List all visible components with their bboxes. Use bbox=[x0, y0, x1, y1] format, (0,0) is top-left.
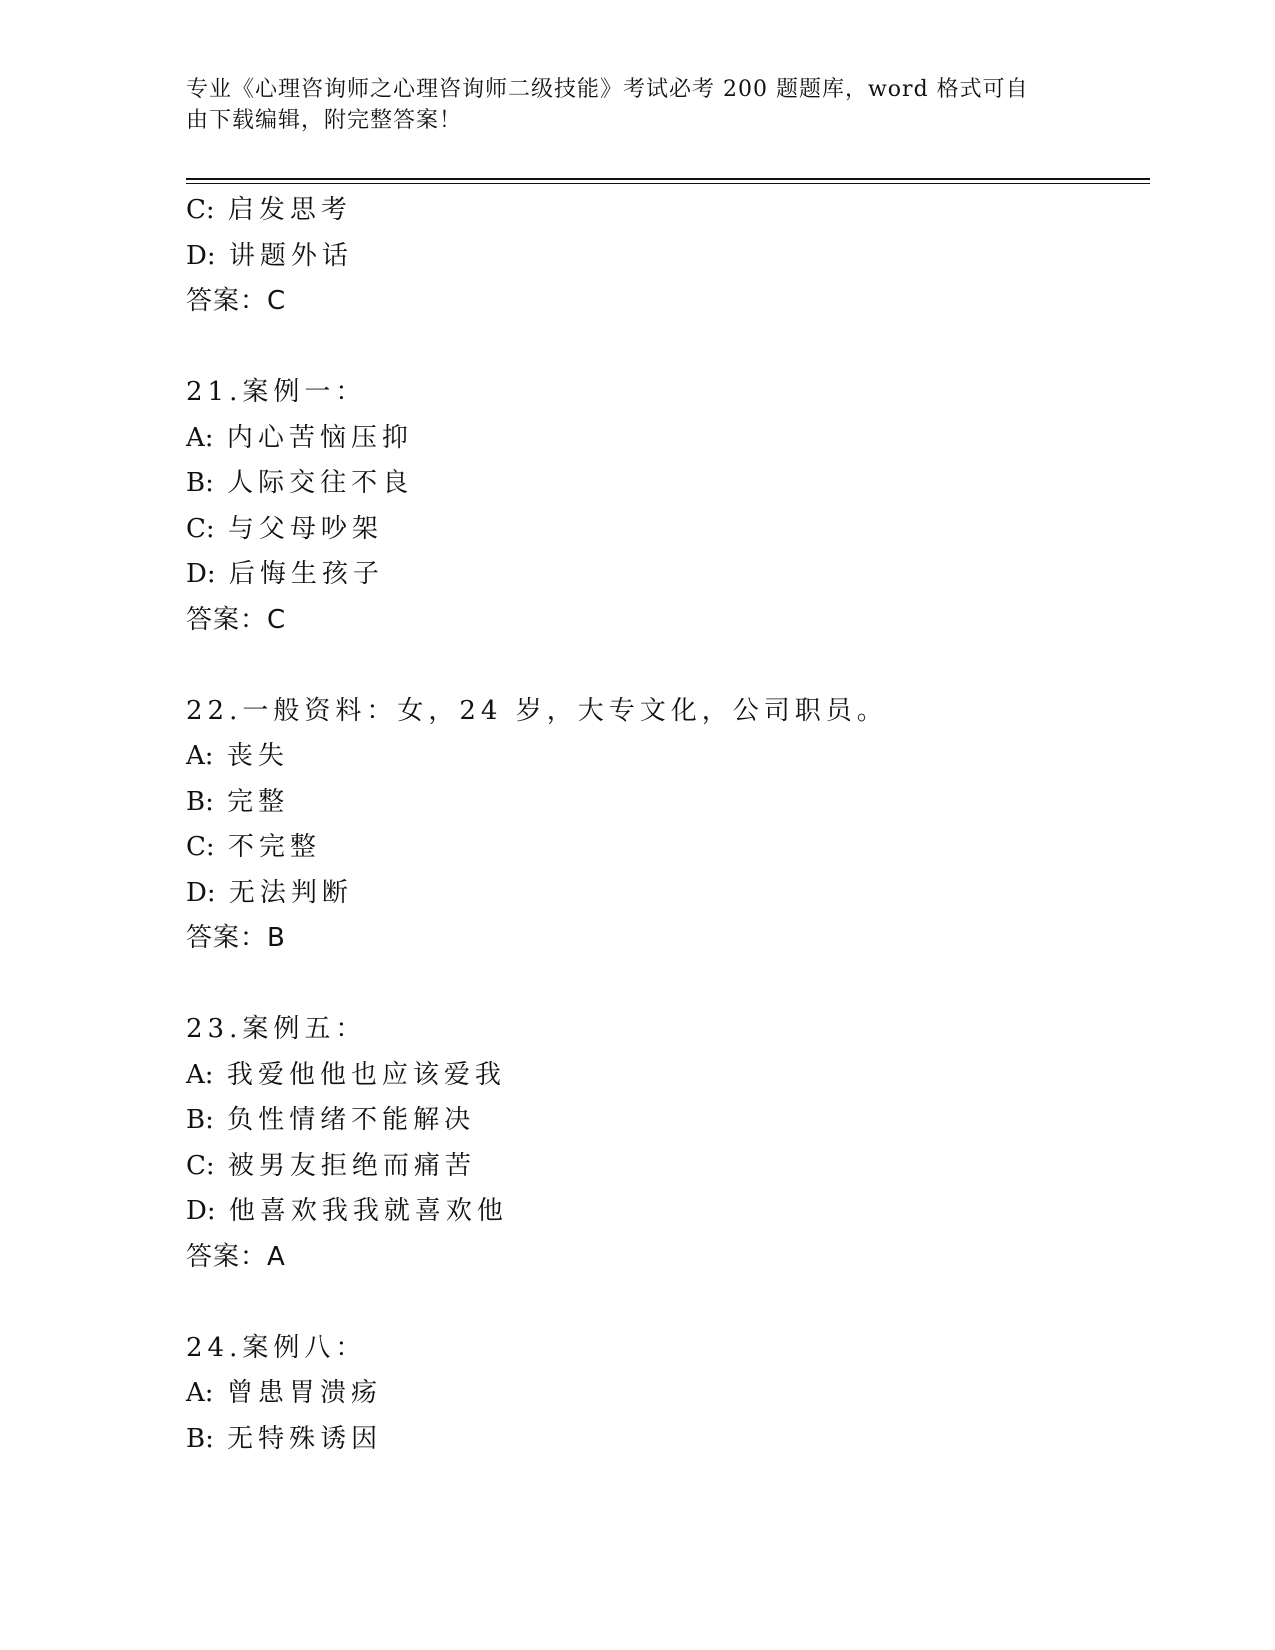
option-text: 完整 bbox=[227, 786, 290, 817]
answer-line: 答案：C bbox=[186, 604, 287, 635]
header-divider-thick bbox=[186, 178, 1150, 180]
option-b bbox=[186, 461, 1146, 507]
option-text: 内心苦恼压抑 bbox=[226, 422, 413, 453]
option-text: 后悔生孩子 bbox=[228, 559, 384, 589]
option-letter: A: bbox=[186, 1059, 214, 1090]
spacer bbox=[186, 643, 1146, 689]
option-text: 不完整 bbox=[227, 832, 321, 862]
question-stem: 23.案例五： bbox=[186, 1014, 367, 1044]
option-text: 人际交往不良 bbox=[227, 468, 414, 498]
option-text: 无法判断 bbox=[228, 877, 353, 908]
option-c bbox=[186, 825, 1146, 871]
option-c bbox=[186, 1144, 1146, 1190]
question-22 bbox=[186, 689, 1146, 962]
option-letter: A: bbox=[186, 1378, 214, 1408]
option-c bbox=[186, 188, 1146, 234]
option-text: 无特殊诱因 bbox=[227, 1423, 383, 1454]
option-letter: C: bbox=[186, 1150, 215, 1181]
option-letter: D: bbox=[186, 559, 216, 589]
question-stem: 24.案例八： bbox=[186, 1332, 367, 1363]
header-divider-thin bbox=[186, 183, 1150, 184]
option-text: 启发思考 bbox=[227, 195, 352, 225]
question-20-continued bbox=[186, 188, 1146, 325]
question-stem: 21.案例一： bbox=[186, 377, 367, 407]
option-b bbox=[186, 780, 1146, 826]
option-letter: C: bbox=[186, 513, 215, 544]
header-line-1: 专业《心理咨询师之心理咨询师二级技能》考试必考 200 题题库，word 格式可自 bbox=[186, 77, 1029, 102]
spacer bbox=[186, 325, 1146, 371]
option-letter: D: bbox=[186, 1196, 216, 1226]
option-b bbox=[186, 1098, 1146, 1144]
answer-line: 答案：B bbox=[186, 923, 286, 953]
option-a bbox=[186, 1371, 1146, 1417]
option-a bbox=[186, 1053, 1146, 1099]
option-text: 他喜欢我我就喜欢他 bbox=[228, 1196, 508, 1226]
option-d bbox=[186, 1189, 1146, 1235]
option-a bbox=[186, 734, 1146, 780]
spacer bbox=[186, 962, 1146, 1008]
answer-line: 答案：A bbox=[186, 1241, 286, 1272]
option-letter: B: bbox=[186, 468, 214, 498]
question-23 bbox=[186, 1007, 1146, 1280]
option-d bbox=[186, 871, 1146, 917]
option-text: 与父母吵架 bbox=[227, 513, 383, 544]
option-letter: A: bbox=[186, 422, 214, 453]
option-letter: D: bbox=[186, 877, 216, 908]
option-text: 丧失 bbox=[226, 741, 289, 771]
question-stem: 22.一般资料：女，24 岁，大专文化，公司职员。 bbox=[186, 695, 888, 726]
option-letter: A: bbox=[186, 741, 214, 771]
question-24 bbox=[186, 1326, 1146, 1463]
question-list bbox=[186, 188, 1146, 1462]
option-text: 曾患胃溃疡 bbox=[226, 1378, 382, 1408]
option-a bbox=[186, 416, 1146, 462]
option-c bbox=[186, 507, 1146, 553]
option-text: 我爱他他也应该爱我 bbox=[226, 1059, 506, 1090]
option-letter: B: bbox=[186, 786, 214, 817]
option-d bbox=[186, 234, 1146, 280]
option-b bbox=[186, 1417, 1146, 1463]
answer-line: 答案：C bbox=[186, 286, 287, 316]
spacer bbox=[186, 1280, 1146, 1326]
option-d bbox=[186, 552, 1146, 598]
option-letter: B: bbox=[186, 1423, 214, 1454]
header-line-2: 由下载编辑，附完整答案！ bbox=[186, 108, 463, 133]
option-text: 被男友拒绝而痛苦 bbox=[227, 1150, 476, 1181]
option-letter: C: bbox=[186, 195, 215, 225]
option-letter: B: bbox=[186, 1105, 214, 1135]
option-letter: C: bbox=[186, 832, 215, 862]
option-text: 负性情绪不能解决 bbox=[227, 1105, 476, 1135]
option-text: 讲题外话 bbox=[228, 240, 353, 271]
question-21 bbox=[186, 370, 1146, 643]
option-letter: D: bbox=[186, 240, 216, 271]
document-header bbox=[186, 74, 1066, 136]
